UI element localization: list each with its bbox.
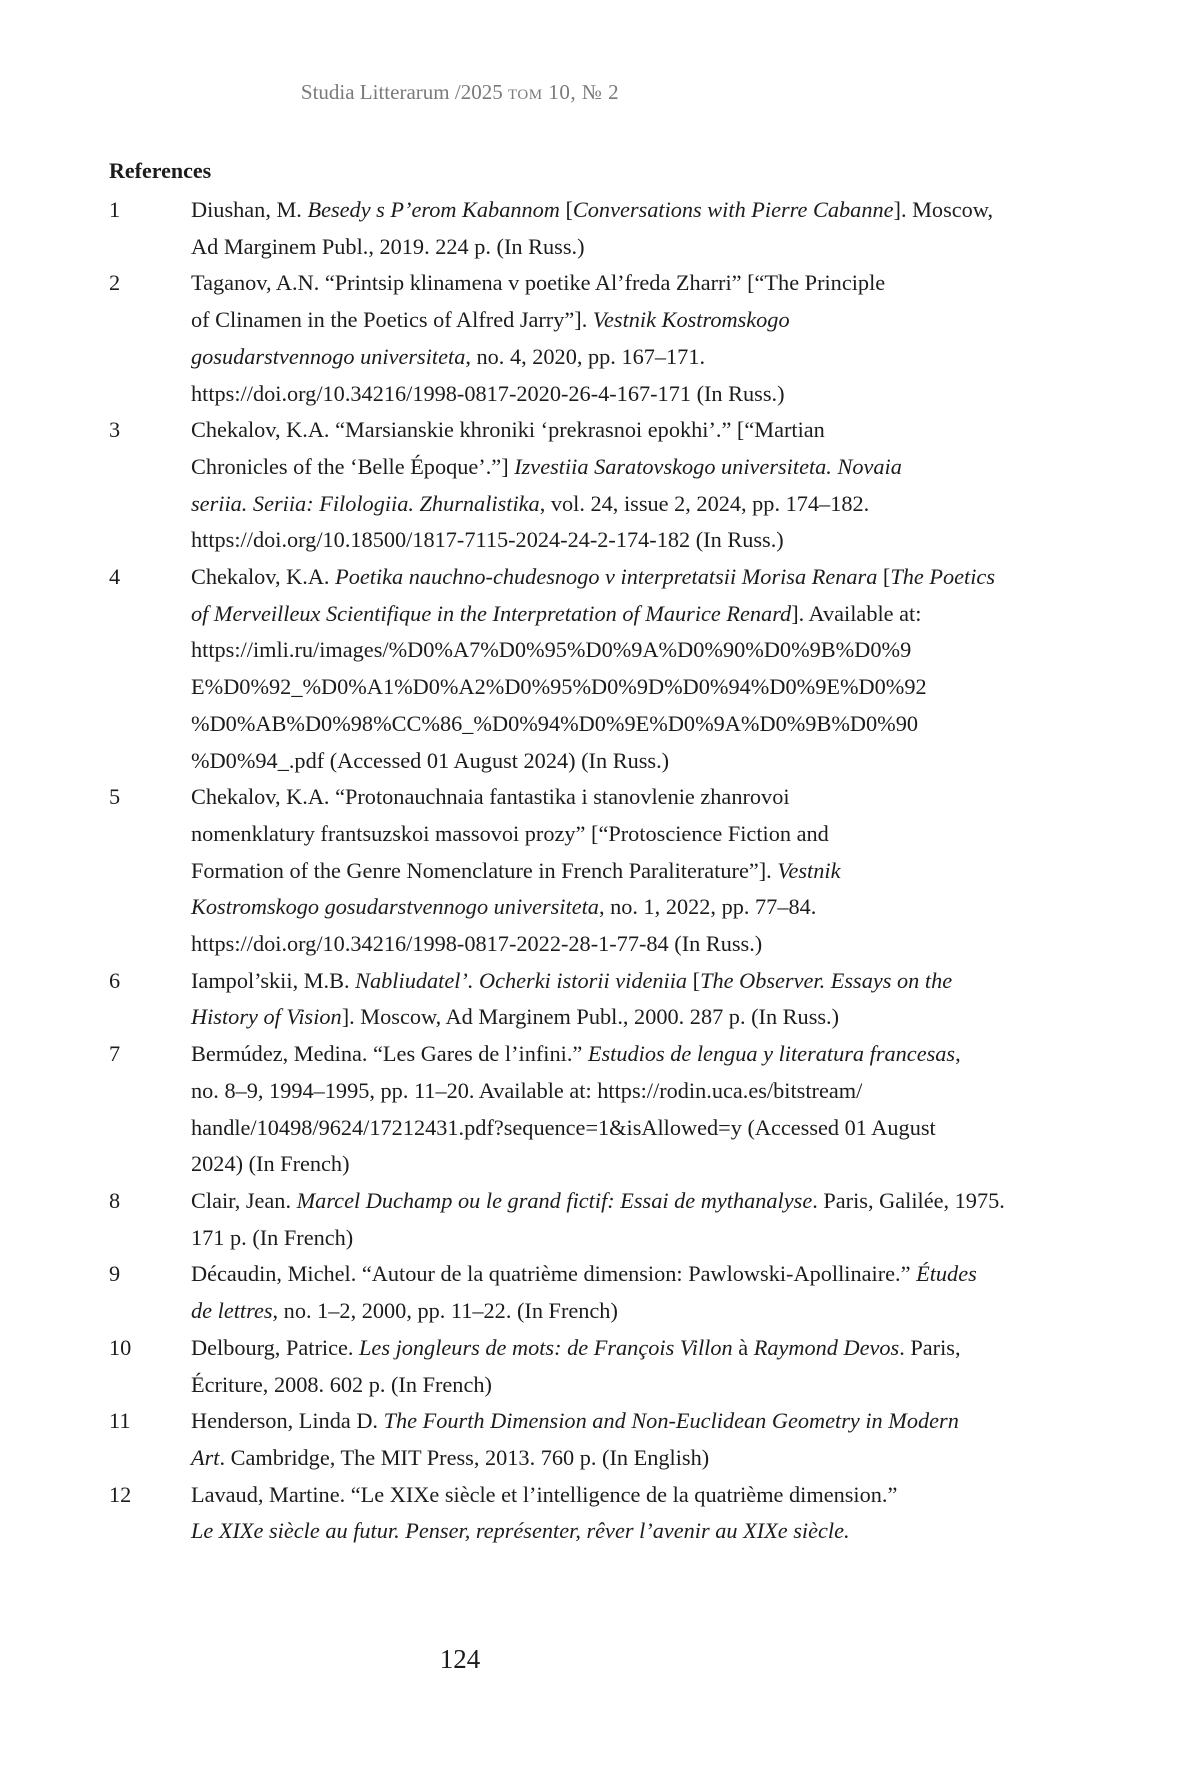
text-segment: ]. Moscow, — [893, 197, 994, 222]
reference-line — [191, 486, 1059, 523]
reference-line — [191, 1440, 1059, 1477]
text-segment: 2024) (In French) — [191, 1151, 350, 1177]
text-segment: Ad Marginem Publ., 2019. 224 p. (In Russ.) — [191, 233, 585, 259]
text-segment: Chronicles of the ‘Belle Époque’.”] — [191, 453, 515, 479]
reference-text — [191, 1256, 1059, 1329]
reference-line — [191, 1367, 1059, 1404]
reference-line — [191, 816, 1059, 853]
text-segment: à — [732, 1334, 754, 1360]
reference-line — [191, 632, 1059, 669]
italic-segment: Vestnik Kostromskogo — [592, 307, 790, 333]
reference-line — [191, 926, 1059, 963]
italic-segment: The Poetics — [890, 564, 996, 590]
text-segment: nomenklatury frantsuzskoi massovoi prozy” [“Protoscience Fiction and — [191, 820, 829, 846]
text-segment: Décaudin, Michel. “Autour de la quatrième dimension: Pawlowski-Apollinaire.” — [191, 1261, 917, 1287]
text-segment: Diushan, M. — [191, 197, 308, 222]
reference-item — [109, 265, 1059, 412]
reference-text — [191, 265, 1059, 412]
reference-line — [191, 889, 1059, 926]
text-segment: handle/10498/9624/17212431.pdf?sequence=1&isAllowed=y (Accessed 01 August — [191, 1114, 936, 1140]
text-segment: , — [955, 1041, 961, 1067]
reference-line — [191, 1110, 1059, 1147]
italic-segment: Poetika nauchno-chudesnogo v interpretatsii Morisa Renara — [335, 564, 878, 590]
reference-item — [109, 559, 1059, 779]
reference-number: 9 — [109, 1261, 121, 1287]
reference-text — [191, 963, 1059, 1036]
italic-segment: Vestnik — [777, 857, 841, 883]
text-segment: . Paris, — [899, 1334, 961, 1360]
reference-line — [191, 449, 1059, 486]
reference-text — [191, 779, 1059, 963]
text-segment: Taganov, A.N. “Printsip klinamena v poetike Al’freda Zharri” [“The Principle — [191, 270, 886, 296]
reference-line — [191, 229, 1059, 266]
italic-segment: Les jongleurs de mots: de François Villon — [359, 1334, 733, 1360]
reference-text — [191, 559, 1059, 779]
reference-line — [191, 669, 1059, 706]
text-segment: , no. 1–2, 2000, pp. 11–22. (In French) — [272, 1298, 618, 1324]
text-segment: , vol. 24, issue 2, 2024, pp. 174–182. — [539, 490, 870, 516]
reference-number: 10 — [109, 1334, 132, 1360]
italic-segment: of Merveilleux Scientifique in the Interpretation of Maurice Renard — [191, 600, 792, 626]
reference-line — [191, 1513, 1059, 1550]
reference-line — [191, 1036, 1059, 1073]
text-segment: Lavaud, Martine. “Le XIXe siècle et l’intelligence de la quatrième dimension.” — [191, 1481, 898, 1507]
reference-number: 3 — [109, 417, 121, 443]
text-segment: of Clinamen in the Poetics of Alfred Jarry”]. — [191, 307, 593, 333]
italic-segment: Besedy s P’erom Kabannom — [307, 197, 560, 222]
text-segment: E%D0%92_%D0%A1%D0%A2%D0%95%D0%9D%D0%94%D0%9E%D0%92 — [191, 674, 927, 700]
text-segment: Chekalov, K.A. “Marsianskie khroniki ‘prekrasnoi epokhi’.” [“Martian — [191, 417, 825, 443]
italic-segment: seriia. Seriia: Filologiia. Zhurnalistika — [191, 490, 540, 516]
reference-text — [191, 1036, 1059, 1183]
reference-line — [191, 596, 1059, 633]
reference-line — [191, 412, 1059, 449]
reference-text — [191, 192, 1059, 265]
reference-item — [109, 1477, 1059, 1550]
reference-line — [191, 192, 1059, 229]
reference-item — [109, 1036, 1059, 1183]
italic-segment: de lettres — [191, 1298, 273, 1324]
text-segment: Formation of the Genre Nomenclature in French Paraliterature”]. — [191, 857, 778, 883]
reference-number: 5 — [109, 784, 121, 810]
reference-line — [191, 706, 1059, 743]
reference-number: 11 — [109, 1408, 131, 1434]
reference-line — [191, 1330, 1059, 1367]
journal-title: Studia Litterarum /2025 — [300, 80, 503, 104]
text-segment: https://imli.ru/images/%D0%A7%D0%95%D0%9A%D0%90%D0%9B%D0%9 — [191, 637, 912, 663]
text-segment: [ — [559, 197, 573, 222]
text-segment: 171 p. (In French) — [191, 1224, 354, 1250]
italic-segment: Art — [191, 1444, 220, 1470]
reference-line — [191, 1293, 1059, 1330]
text-segment: Écriture, 2008. 602 p. (In French) — [191, 1371, 492, 1397]
reference-line — [191, 999, 1059, 1036]
reference-line — [191, 1477, 1059, 1514]
reference-item — [109, 779, 1059, 963]
text-segment: Henderson, Linda D. — [191, 1408, 384, 1434]
text-segment: [ — [877, 564, 891, 590]
reference-number: 6 — [109, 967, 121, 993]
text-segment: %D0%94_.pdf (Accessed 01 August 2024) (In Russ.) — [191, 747, 670, 773]
reference-number: 7 — [109, 1041, 121, 1067]
italic-segment: Nabliudatel’. Ocherki istorii videniia — [355, 967, 688, 993]
text-segment: https://doi.org/10.34216/1998-0817-2022-28-1-77-84 (In Russ.) — [191, 931, 763, 957]
reference-item — [109, 1183, 1059, 1256]
reference-line — [191, 339, 1059, 376]
page-number: 124 — [439, 1644, 481, 1674]
reference-item — [109, 963, 1059, 1036]
italic-segment: Études — [916, 1261, 977, 1287]
italic-segment: The Observer. Essays on the — [700, 967, 953, 993]
reference-list — [109, 192, 1059, 1550]
italic-segment: The Fourth Dimension and Non-Euclidean Geometry in Modern — [383, 1408, 959, 1434]
reference-line — [191, 743, 1059, 780]
text-segment: https://doi.org/10.18500/1817-7115-2024-24-2-174-182 (In Russ.) — [191, 527, 784, 553]
text-segment: Chekalov, K.A. — [191, 564, 336, 590]
text-segment: https://doi.org/10.34216/1998-0817-2020-26-4-167-171 (In Russ.) — [191, 380, 785, 406]
reference-item — [109, 1256, 1059, 1329]
text-segment: ]. Moscow, Ad Marginem Publ., 2000. 287 p. (In Russ.) — [341, 1004, 840, 1030]
italic-segment: Le XIXe siècle au futur. Penser, représenter, rêver l’avenir au XIXe siècle. — [191, 1518, 850, 1544]
reference-item — [109, 1403, 1059, 1476]
reference-line — [191, 1183, 1059, 1220]
text-segment: , no. 1, 2022, pp. 77–84. — [598, 894, 817, 920]
reference-line — [191, 1256, 1059, 1293]
reference-line — [191, 376, 1059, 413]
journal-volume: том 10, № 2 — [507, 80, 620, 104]
reference-item — [109, 412, 1059, 559]
reference-item — [109, 1330, 1059, 1403]
italic-segment: Izvestiia Saratovskogo universiteta. Novaia — [514, 453, 902, 479]
text-segment: %D0%AB%D0%98%CC%86_%D0%94%D0%9E%D0%9A%D0%9B%D0%90 — [191, 710, 919, 736]
reference-text — [191, 412, 1059, 559]
reference-text — [191, 1403, 1059, 1476]
reference-number: 12 — [109, 1481, 132, 1507]
reference-number: 1 — [109, 197, 121, 222]
section-title: References — [109, 158, 212, 183]
reference-number: 4 — [109, 564, 121, 590]
reference-line — [191, 779, 1059, 816]
reference-line — [191, 302, 1059, 339]
reference-line — [191, 963, 1059, 1000]
reference-line — [191, 1146, 1059, 1183]
reference-line — [191, 522, 1059, 559]
reference-text — [191, 1183, 1059, 1256]
text-segment: Bermúdez, Medina. “Les Gares de l’infini.” — [191, 1041, 588, 1067]
reference-line — [191, 853, 1059, 890]
text-segment: ]. Available at: — [791, 600, 922, 626]
italic-segment: Conversations with Pierre Cabanne — [572, 197, 894, 222]
reference-line — [191, 1403, 1059, 1440]
italic-segment: Raymond Devos — [753, 1334, 900, 1360]
reference-line — [191, 1073, 1059, 1110]
text-segment: Delbourg, Patrice. — [191, 1334, 360, 1360]
reference-line — [191, 559, 1059, 596]
italic-segment: gosudarstvennogo universiteta — [191, 343, 466, 369]
text-segment: , no. 4, 2020, pp. 167–171. — [465, 343, 706, 369]
reference-text — [191, 1477, 1059, 1550]
text-segment: Iampol’skii, M.B. — [191, 967, 356, 993]
reference-number: 2 — [109, 270, 121, 296]
italic-segment: Estudios de lengua y literatura francesas — [587, 1041, 956, 1067]
text-segment: Chekalov, K.A. “Protonauchnaia fantastika i stanovlenie zhanrovoi — [191, 784, 790, 810]
reference-item — [109, 192, 1059, 265]
text-segment: no. 8–9, 1994–1995, pp. 11–20. Available at: https://rodin.uca.es/bitstream/ — [191, 1077, 863, 1103]
running-head — [0, 80, 920, 105]
reference-line — [191, 1220, 1059, 1257]
reference-line — [191, 265, 1059, 302]
italic-segment: Marcel Duchamp ou le grand fictif: Essai de mythanalyse — [296, 1187, 813, 1213]
text-segment: Clair, Jean. — [191, 1187, 297, 1213]
text-segment: . Cambridge, The MIT Press, 2013. 760 p. (In English) — [219, 1444, 710, 1470]
italic-segment: History of Vision — [191, 1004, 342, 1030]
italic-segment: Kostromskogo gosudarstvennogo universiteta — [191, 894, 599, 920]
text-segment: [ — [687, 967, 701, 993]
reference-text — [191, 1330, 1059, 1403]
reference-number: 8 — [109, 1187, 121, 1213]
text-segment: . Paris, Galilée, 1975. — [812, 1187, 1005, 1213]
